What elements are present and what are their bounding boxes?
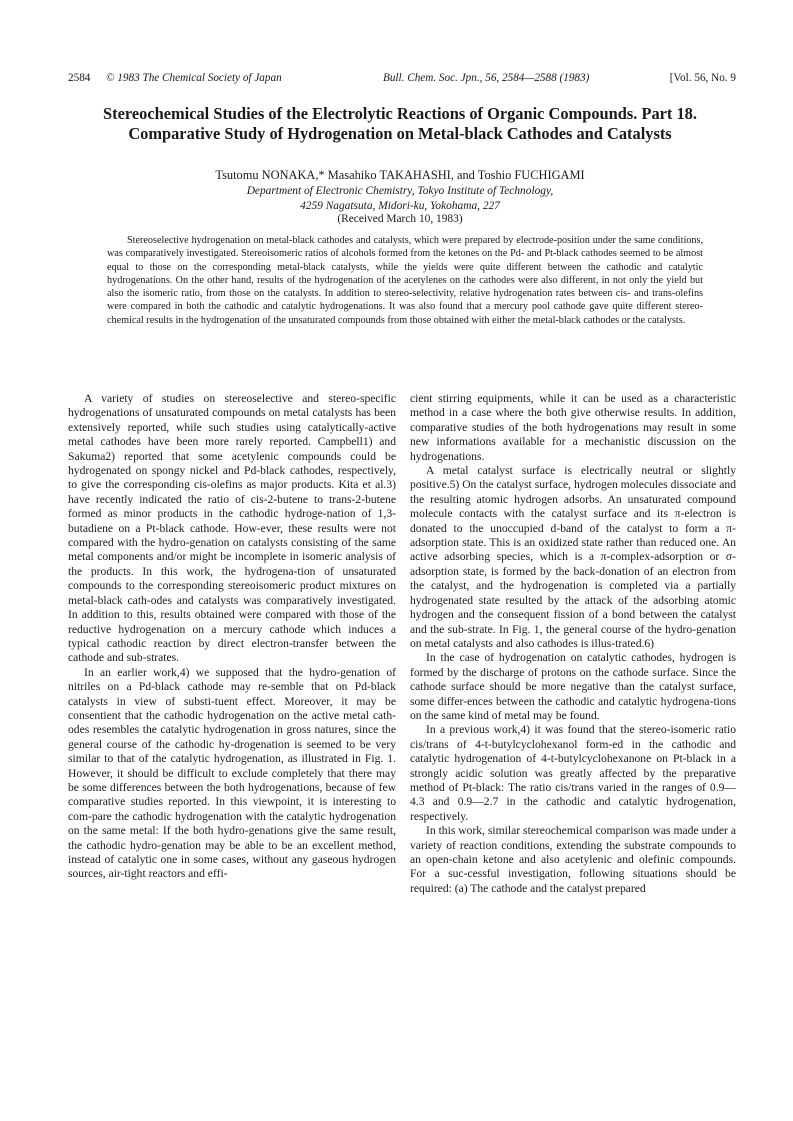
affiliation-department: Department of Electronic Chemistry, Tokyo Institute of Technology, (246, 185, 554, 197)
abstract: Stereoselective hydrogenation on metal-black cathodes and catalysts, which were prepared by electrode-position under the same conditions, was comparatively investigated. Stereoisomeric ratios of alcohols formed from the ketones on the Pd- and Pt-black cathodes seemed to be almost equal to those on the corresponding metal-black catalysts, while the yields were quite different between the cathodic and catalytic hydrogenations. On the other hand, results of the hydrogenation of the acetylenes on the cathodes were also different, in not only the yield but also the isomeric ratio, from those on the catalysts. In addition to stereo-selectivity, relative hydrogenation rates between cis- and trans-olefins were compared in both the cathodic and catalytic hydrogenations. It was also found that a mercury pool cathode gave quite different stereo-chemical results in the hydrogenation of the unsaturated compounds from those obtained with either the metal-black cathodes or the catalysts. (107, 235, 703, 326)
body-paragraph: In the case of hydrogenation on catalytic cathodes, hydrogen is formed by the discharge of protons on the cathode surface. Since the cathode surface should be more negative than the catalyst surface, some differ-ences between the cathodic and catalytic hydrogena-tions on the same kind of metal may be found. (410, 651, 736, 722)
body-paragraph: In this work, similar stereochemical comparison was made under a variety of reaction conditions, extending the substrate compounds to an open-chain ketone and also acetylenic and olefinic compounds. For a suc-cessful investigation, following situations should be required: (a) The cathode and the catalyst prepared (410, 824, 736, 895)
running-header (68, 72, 736, 88)
copyright-notice: © 1983 The Chemical Society of Japan (106, 72, 282, 84)
received-date: (Received March 10, 1983) (337, 213, 463, 225)
article-title: Stereochemical Studies of the Electrolytic Reactions of Organic Compounds. Part 18. Comparative Study of Hydrogenation on Metal-black Cathodes and Catalysts (103, 104, 697, 143)
volume-issue: [Vol. 56, No. 9 (669, 72, 736, 84)
body-paragraph: In a previous work,4) it was found that the stereo-isomeric ratio cis/trans of 4-t-butylcyclohexanol form-ed in the cathodic and catalytic hydrogenation of 4-t-butylcyclohexanone on Pt-black in a strongly acidic solution was greatly affected by the preparative method of Pt-black: The ratio cis/trans varied in the ranges of 0.9—4.3 and 0.9—2.7 in the cathodic and catalytic hydrogenation, respectively. (410, 723, 736, 823)
body-column-right (410, 392, 736, 896)
body-paragraph: cient stirring equipments, while it can be used as a characteristic method in a case where the both give otherwise results. In addition, comparative studies of the both hydrogenations may result in some new informations available for a mechanistic discussion on the hydrogenations. (410, 392, 736, 463)
authors: Tsutomu NONAKA,* Masahiko TAKAHASHI, and Toshio FUCHIGAMI (215, 168, 585, 182)
body-column-left (68, 392, 396, 882)
affiliation-address: 4259 Nagatsuta, Midori-ku, Yokohama, 227 (300, 200, 500, 212)
journal-citation: Bull. Chem. Soc. Jpn., 56, 2584—2588 (1983) (383, 72, 590, 84)
body-paragraph: A metal catalyst surface is electrically neutral or slightly positive.5) On the catalyst surface, hydrogen molecules dissociate and the resulting atomic hydrogen adsorbs. An unsaturated compound molecule contacts with the catalyst surface and its π-electron is donated to the unoccupied d-band of the catalyst to form a π-adsorption state. This is an oxidized state rather than reduced one. An active adsorbing species, which is a π-complex-adsorption or σ-adsorption state, is formed by the back-donation of an electron from the catalyst, and the hydrogenation is completed via a partially hydrogenated state resulted by the attack of the adsorbing atomic hydrogen and the consequent fission of a bond between the catalyst and the sub-strate. In Fig. 1, the general course of the hydro-genation on metal catalysts and also cathodes is illus-trated.6) (410, 464, 736, 650)
body-paragraph: In an earlier work,4) we supposed that the hydro-genation of nitriles on a Pd-black cathode may re-semble that on Pd-black catalysts in view of substi-tuent effect. Moreover, it may be consentient that the cathodic hydrogenation on the active metal cath-odes resembles the catalytic hydrogenation in gross natures, since the general course of the cathodic hy-drogenation is seemed to be very similar to that of the catalytic hydrogenation, as illustrated in Fig. 1. However, it should be difficult to exclude completely that there may be some differences between the both hydrogenations, because of few comparative studies reported. In this viewpoint, it is interesting to com-pare the cathodic hydrogenation with the catalytic hydrogenation on the same metal: If the both hydro-genations give the same result, the cathodic hydro-genation may be able to be an excellent method, instead of catalytic one in some cases, without any gaseous hydrogen sources, air-tight reactors and effi- (68, 665, 396, 881)
affiliation (100, 184, 700, 214)
page-number: 2584 (68, 72, 91, 84)
body-paragraph: A variety of studies on stereoselective and stereo-specific hydrogenations of unsaturated compounds on metal catalysts has been extensively reported, while such studies using catalytically-active metal cathodes have been more rarely reported. Campbell1) and Sakuma2) reported that some acetylenic compounds could be hydrogenated on spongy nickel and Pd-black cathodes, respectively, to give the corresponding cis-olefins as major products. Kita et al.3) have recently indicated the ratio of cis-2-butene to trans-2-butene formed as minor products in the cathodic hydroge-nation of 1,3-butadiene on a Pt-black cathode. How-ever, these results were not compared with the hydro-genation on catalysts consisting of the same metal components and/or might be incomplete in isomeric analysis of the products. In this work, the hydrogena-tion of unsaturated compounds to the corresponding stereoisomeric product mixtures on metal-black cath-odes and catalysts was comparatively investigated. In addition to this, results obtained were compared with those of the reductive hydrogenation on a mercury cathode which induces a typical cathodic reaction by direct electron-transfer between the cathode and sub-strates. (68, 392, 396, 665)
